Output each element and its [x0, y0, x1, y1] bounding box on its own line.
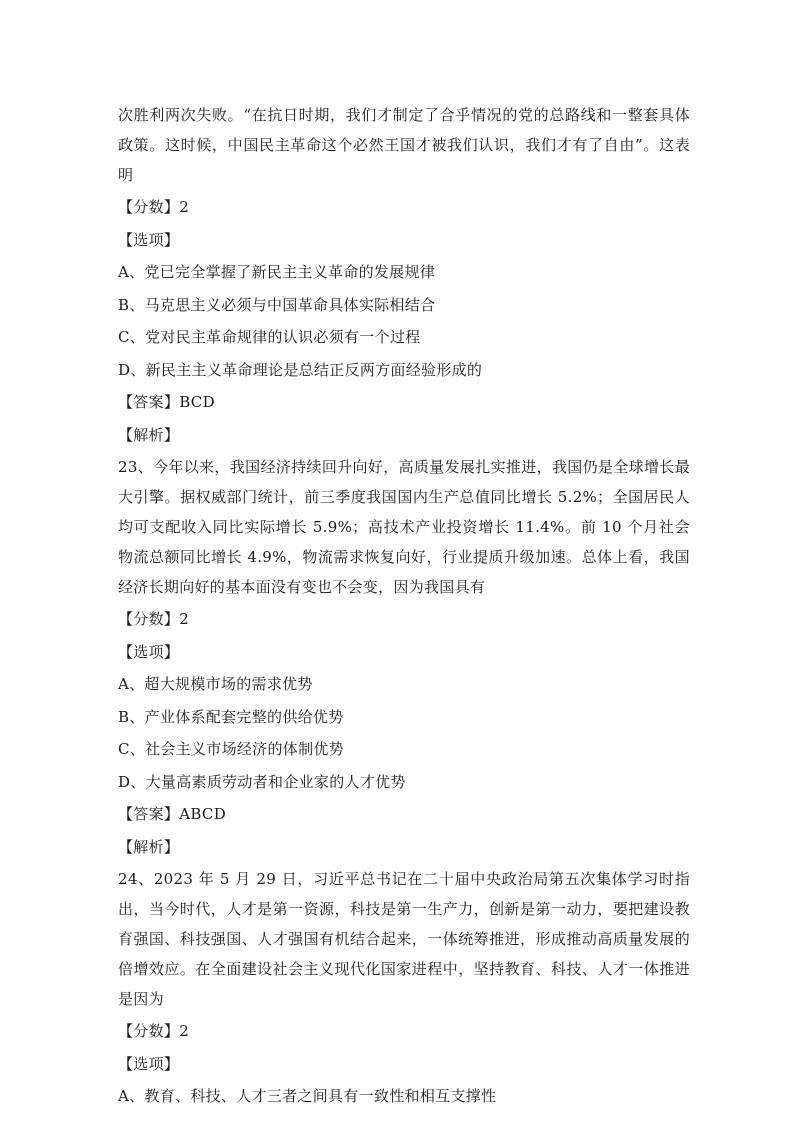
- question-22-option-c: C、党对民主革命规律的认识必须有一个过程: [118, 328, 421, 346]
- question-24-score: 【分数】2: [118, 1022, 190, 1040]
- question-24-stem: 24、2023 年 5 月 29 日，习近平总书记在二十届中央政治局第五次集体学习时指出，当今时代，人才是第一资源，科技是第一生产力，创新是第一动力，要把建设教育强国、科技强国、人才强国有机结合起来，一体统筹推进，形成推动高质量发展的倍增效应。在全面建设社会主义现代化国家进程中，坚持教育、科技、人才一体推进是因为: [118, 870, 690, 1008]
- question-23-option-b: B、产业体系配套完整的供给优势: [118, 707, 344, 726]
- question-22-analysis: 【解析】: [118, 425, 180, 444]
- question-22-option-d: D、新民主主义革命理论是总结正反两方面经验形成的: [118, 360, 483, 379]
- question-23-analysis: 【解析】: [118, 837, 180, 856]
- question-22-options-label: 【选项】: [118, 230, 180, 249]
- question-23-option-c: C、社会主义市场经济的体制优势: [118, 740, 344, 758]
- question-23-options-label: 【选项】: [118, 642, 180, 661]
- question-23-score: 【分数】2: [118, 610, 190, 628]
- question-24-options-label: 【选项】: [118, 1054, 180, 1073]
- question-22-score: 【分数】2: [118, 198, 190, 216]
- question-23-option-a: A、超大规模市场的需求优势: [118, 675, 313, 693]
- question-22-option-a: A、党已完全掌握了新民主主义革命的发展规律: [118, 263, 436, 281]
- question-22-stem: 次胜利两次失败。“在抗日时期，我们才制定了合乎情况的党的总路线和一整套具体政策。这时候，中国民主革命这个必然王国才被我们认识，我们才有了自由”。这表明: [118, 106, 690, 184]
- question-22-answer: 【答案】BCD: [118, 393, 215, 411]
- question-23-stem: 23、今年以来，我国经济持续回升向好，高质量发展扎实推进，我国仍是全球增长最大引擎。据权威部门统计，前三季度我国国内生产总值同比增长 5.2%；全国居民人均可支配收入同比实际增长 5.9%；高技术产业投资增长 11.4%。前 10 个月社会物流总额同比增长 4.9%，物流需求恢复向好，行业提质升级加速。总体上看，我国经济长期向好的基本面没有变也不会变，因为我国具有: [118, 458, 690, 596]
- page-content: [118, 100, 690, 1114]
- question-23-option-d: D、大量高素质劳动者和企业家的人才优势: [118, 772, 406, 791]
- question-24-option-a: A、教育、科技、人才三者之间具有一致性和相互支撑性: [118, 1087, 497, 1105]
- question-22-option-b: B、马克思主义必须与中国革命具体实际相结合: [118, 295, 436, 314]
- question-23-answer: 【答案】ABCD: [118, 805, 227, 823]
